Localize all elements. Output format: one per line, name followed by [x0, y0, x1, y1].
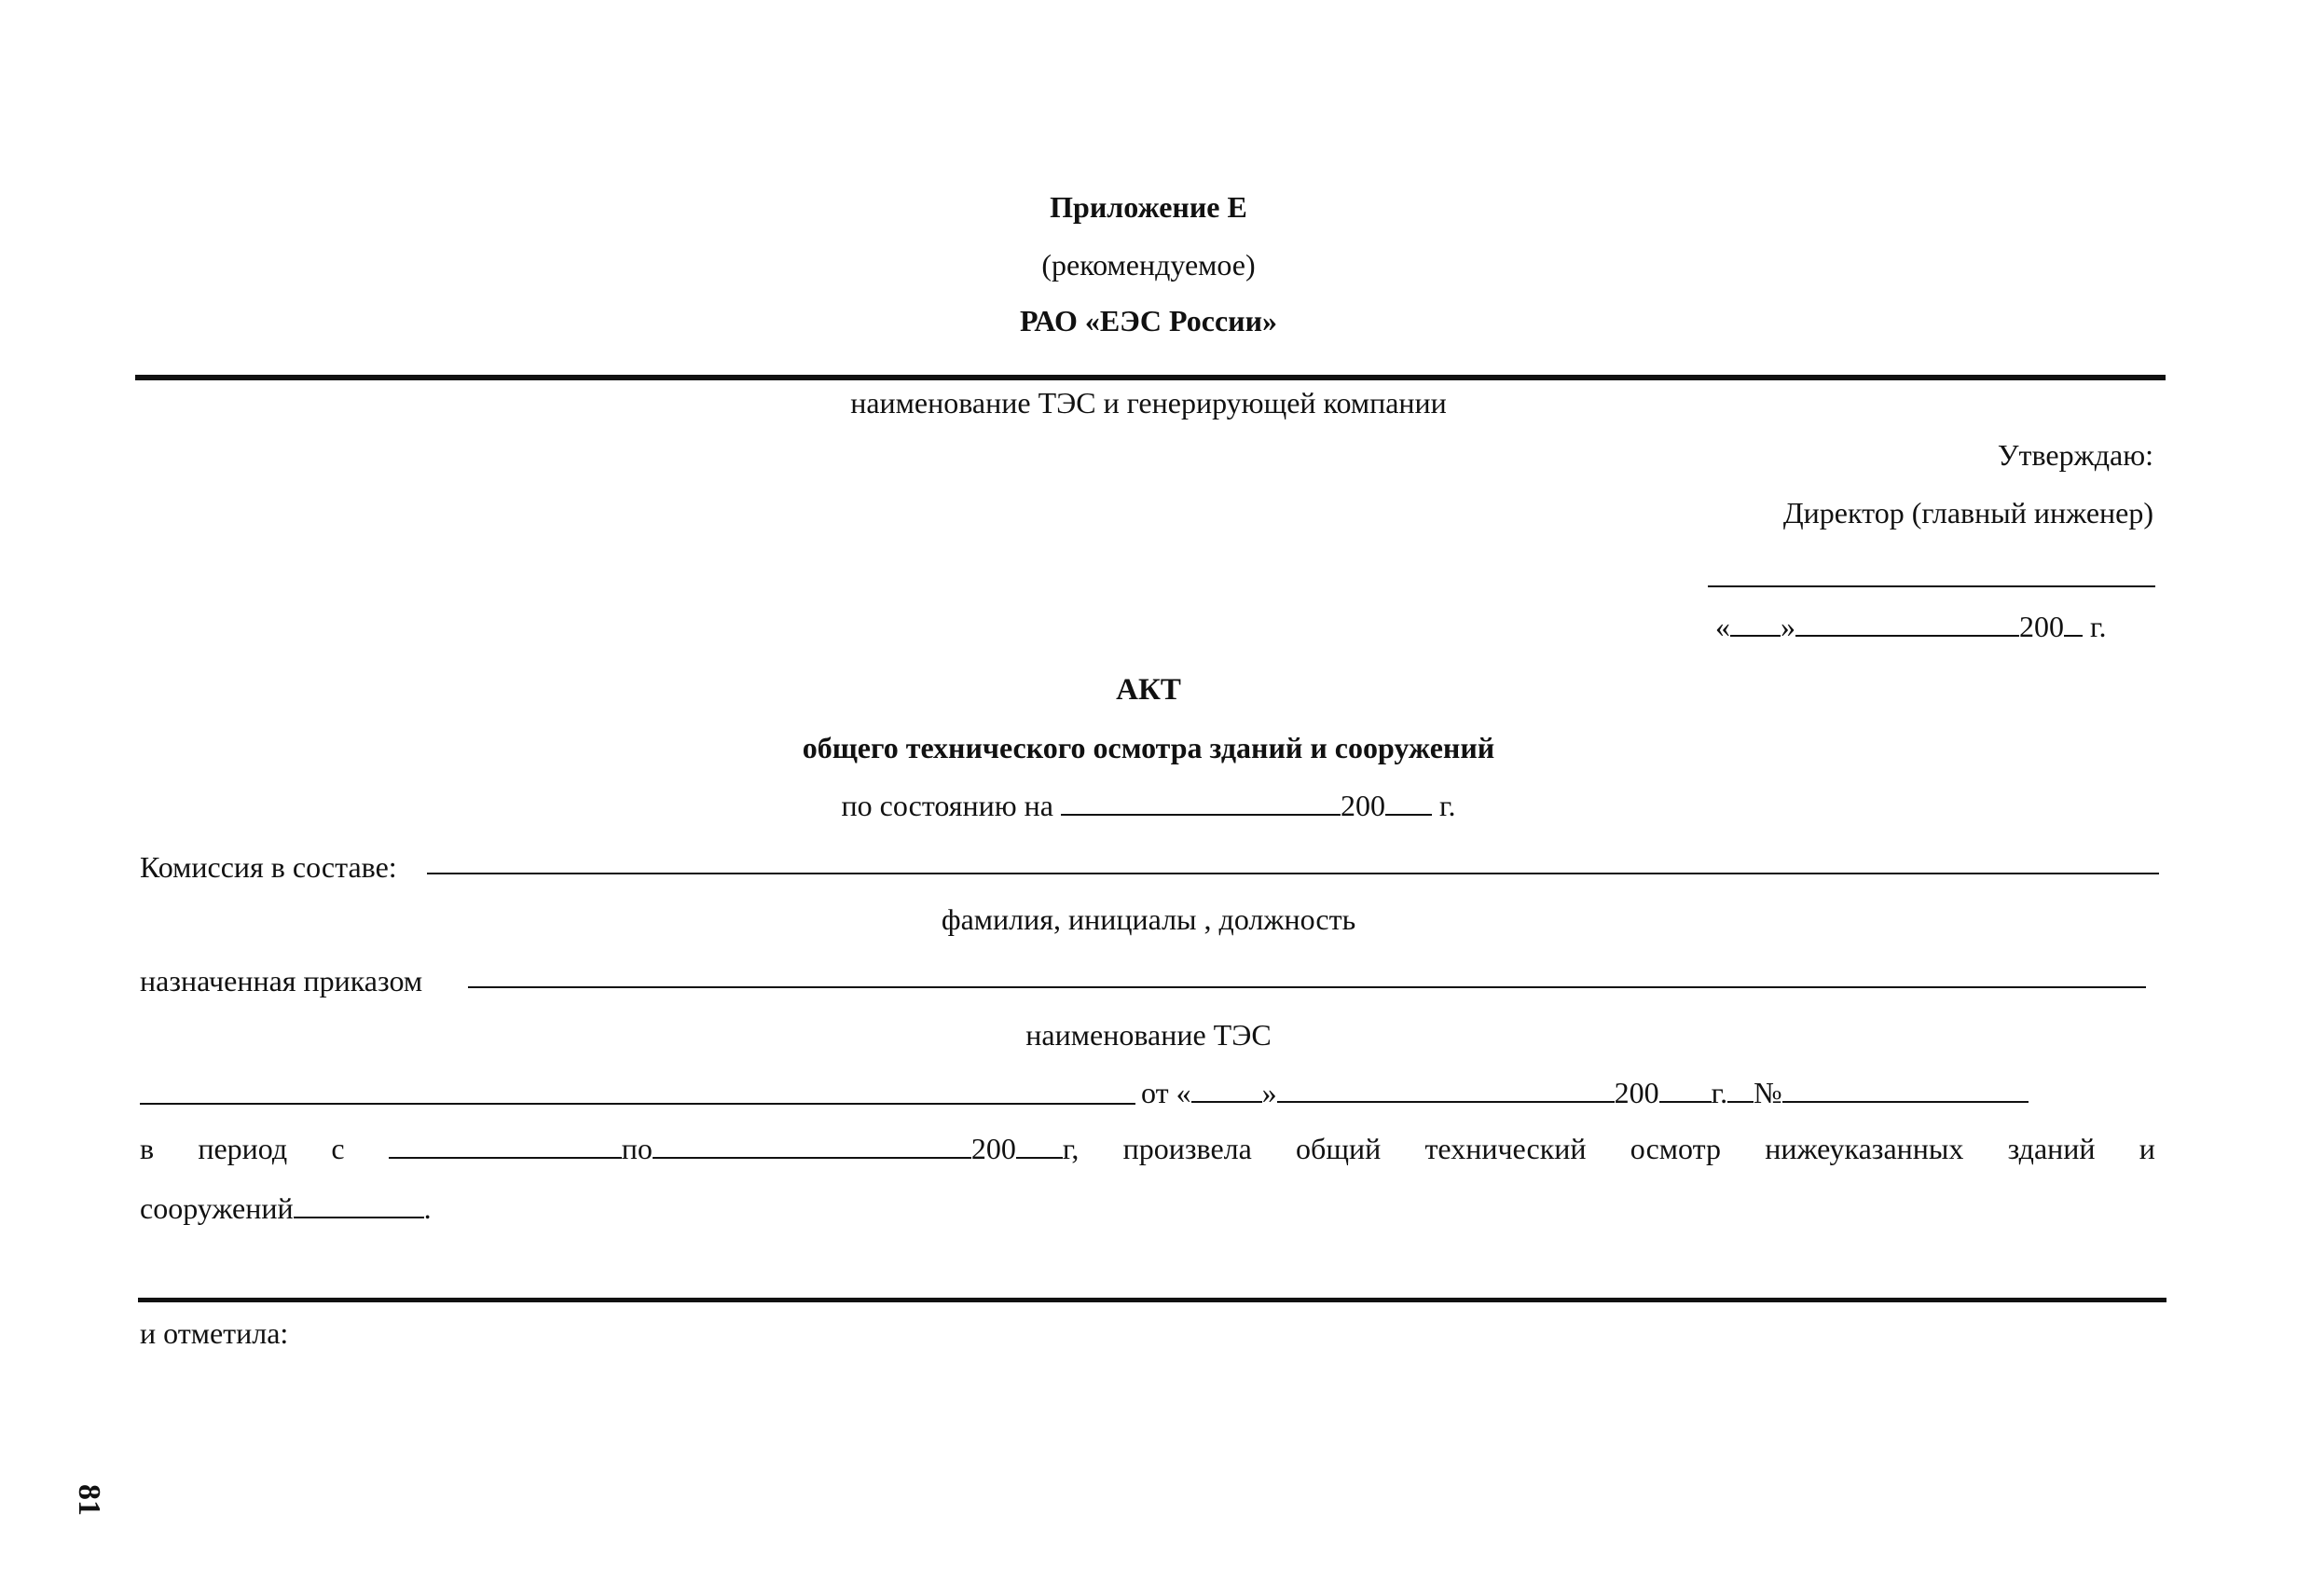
plant-name-rule — [135, 375, 2166, 380]
noted-label: и отметила: — [140, 1316, 289, 1350]
as-of-line — [0, 789, 2297, 823]
order-year-field[interactable] — [1659, 1077, 1712, 1103]
buildings-line: сооружений . — [140, 1191, 432, 1225]
approve-label: Утверждаю: — [1997, 438, 2153, 472]
period-rest-5: нижеуказанных — [1765, 1132, 1964, 1165]
appointed-label: назначенная приказом — [140, 964, 423, 998]
order-close-quote: » — [1261, 1076, 1277, 1109]
period-to-label: по — [621, 1132, 653, 1165]
as-of-year-field[interactable] — [1385, 790, 1432, 816]
appointed-caption: наименование ТЭС — [1025, 1018, 1272, 1052]
as-of-label: по состоянию на — [841, 789, 1053, 822]
commission-caption: фамилия, инициалы , должность — [941, 902, 1356, 936]
order-day-field[interactable] — [1191, 1077, 1262, 1103]
organization-name: РАО «ЕЭС России» — [1019, 304, 1278, 337]
day-field[interactable] — [1730, 611, 1781, 637]
date-close-quote: » — [1781, 610, 1795, 643]
act-subtitle: общего технического осмотра зданий и сооружений — [802, 731, 1495, 764]
order-line-field[interactable] — [140, 1103, 1135, 1105]
period-rest-3: технический — [1424, 1132, 1587, 1165]
order-number-field[interactable] — [1782, 1077, 2029, 1103]
plant-name-caption: наименование ТЭС и генерирующей компании — [850, 386, 1447, 420]
approver-position: Директор (главный инженер) — [1782, 496, 2153, 530]
period-rest-1: произвела — [1122, 1132, 1252, 1165]
signature-line — [1708, 585, 2155, 587]
page-number: 81 — [72, 1484, 106, 1516]
order-month-field[interactable] — [1277, 1077, 1615, 1103]
period-year-field[interactable] — [1016, 1133, 1063, 1159]
period-rest-4: осмотр — [1630, 1132, 1721, 1165]
order-date-line — [1141, 1076, 2029, 1110]
period-start-field[interactable] — [389, 1133, 622, 1159]
period-rest-0: г, — [1062, 1132, 1080, 1165]
appendix-status: (рекомендуемое) — [1041, 248, 1256, 282]
appendix-title: Приложение Е — [1050, 190, 1247, 224]
period-year: 200 — [970, 1132, 1016, 1165]
buildings-label: сооружений — [140, 1191, 294, 1225]
order-from-label: от « — [1141, 1076, 1191, 1109]
period-from-label: с — [331, 1132, 345, 1165]
period-rest-2: общий — [1296, 1132, 1382, 1165]
period-word: период — [198, 1132, 288, 1165]
buildings-field[interactable] — [294, 1192, 424, 1218]
buildings-rule — [138, 1298, 2166, 1302]
as-of-year: 200 — [1340, 789, 1385, 822]
order-year: 200 — [1614, 1076, 1659, 1109]
date-open-quote: « — [1715, 610, 1730, 643]
month-field[interactable] — [1795, 611, 2019, 637]
appointed-field[interactable] — [468, 986, 2146, 988]
order-year-suffix: г. — [1711, 1076, 1728, 1109]
as-of-date-field[interactable] — [1061, 790, 1341, 816]
order-gap-field[interactable] — [1727, 1077, 1754, 1103]
period-rest-6: зданий — [2007, 1132, 2096, 1165]
number-sign: № — [1754, 1076, 1782, 1109]
act-title: АКТ — [1116, 673, 1181, 707]
approval-year-suffix: г. — [2090, 610, 2107, 643]
period-in: в — [140, 1132, 155, 1165]
commission-field[interactable] — [427, 873, 2159, 874]
year-digit-field[interactable] — [2064, 611, 2083, 637]
approval-date — [1715, 610, 2107, 644]
period-dates — [389, 1132, 1080, 1166]
period-rest-7: и — [2139, 1132, 2155, 1165]
period-line — [140, 1132, 2155, 1166]
period-end-field[interactable] — [653, 1133, 971, 1159]
approval-year: 200 — [2019, 610, 2064, 643]
commission-label: Комиссия в составе: — [140, 850, 397, 884]
as-of-year-suffix: г. — [1438, 789, 1456, 822]
